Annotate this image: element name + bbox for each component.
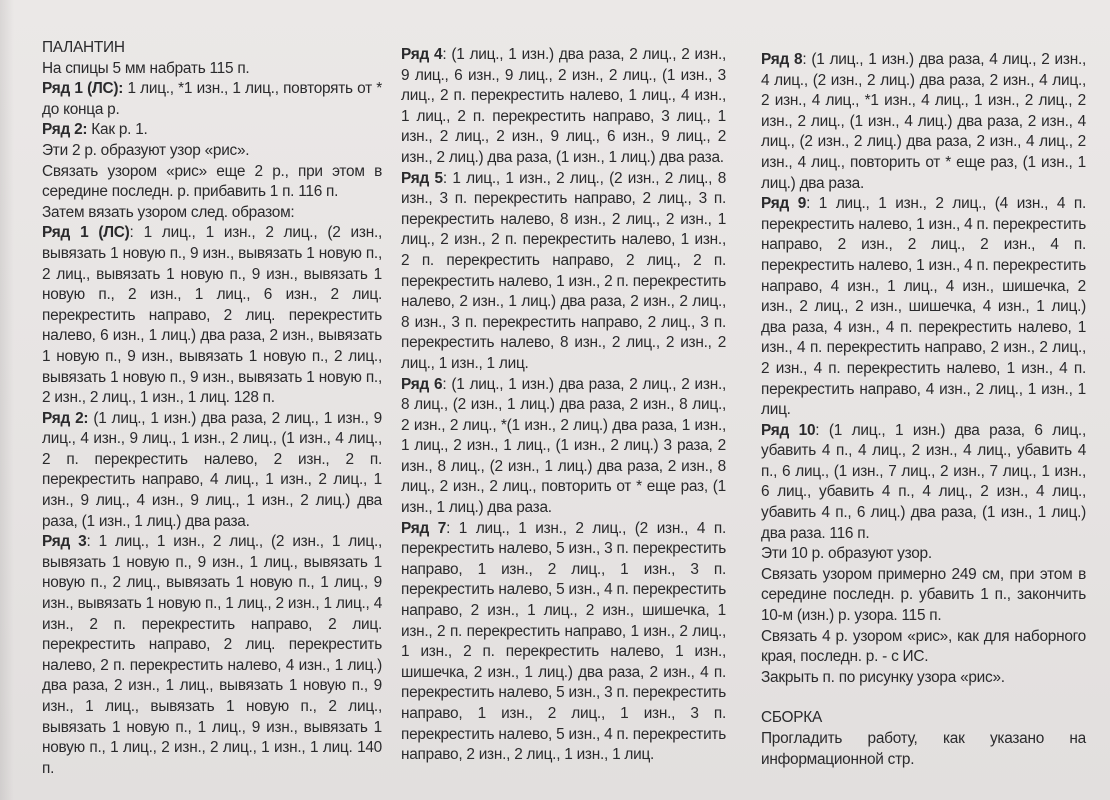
row-label: Ряд 2:	[42, 121, 88, 139]
rice-pattern-note: Эти 2 р. образуют узор «рис».	[42, 141, 250, 159]
cast-on-text: На спицы 5 мм набрать 115 п.	[42, 59, 250, 77]
row-text: : (1 лиц., 1 изн.) два раза, 2 лиц., 2 изн., 8 лиц., (2 изн., 1 лиц.) два раза, 2 изн., 8 лиц., 2 изн., 2 лиц., *(1 изн., 2 лиц.) два раза, 1 изн., 1 лиц., 2 изн., 1 лиц., (1 изн., 2 лиц.) 3 раза, 2 изн., 8 лиц., (2 изн., 1 лиц.) два раза, 2 изн., 8 лиц., 2 изн., 2 лиц., повторить от * еще раз, (1 изн., 1 лиц.) два раза.	[401, 375, 726, 517]
pattern-row-9	[761, 194, 1086, 421]
column-2	[401, 45, 726, 766]
then-text: Затем вязать узором след. образом:	[42, 203, 295, 221]
rice-row-1	[42, 79, 382, 120]
section-gap	[761, 688, 1086, 708]
row-text: : (1 лиц., 1 изн.) два раза, 2 лиц., 2 изн., 9 лиц., 6 изн., 9 лиц., 2 изн., 2 лиц., (1 изн., 3 лиц., 2 п. перекрестить налево, 1 лиц., 4 изн., 1 лиц., 2 п. перекрестить направо, 3 лиц., 1 изн., 2 лиц., 2 изн., 9 лиц., 6 изн., 9 лиц., 2 изн., 2 лиц.) два раза, (1 изн., 1 лиц.) два раза.	[401, 46, 726, 166]
row-label: Ряд 3	[42, 533, 87, 551]
pattern-row-8	[761, 50, 1086, 194]
pattern-row-10	[761, 421, 1086, 545]
row-label: Ряд 7	[401, 519, 447, 537]
row-text: Как р. 1.	[87, 121, 148, 139]
rice-continue-text: Связать узором «рис» еще 2 р., при этом в середине последн. р. прибавить 1 п. 116 п.	[42, 162, 382, 201]
pattern-row-2	[42, 409, 382, 533]
bind-off-instruction: Закрыть п. по рисунку узора «рис».	[761, 668, 1005, 686]
row-label: Ряд 2:	[42, 409, 89, 427]
pattern-row-7	[401, 519, 726, 766]
pattern-title: ПАЛАНТИН	[42, 39, 125, 56]
pattern-row-6	[401, 375, 726, 519]
pattern-row-1	[42, 223, 382, 408]
pattern-row-3	[42, 532, 382, 779]
row-label: Ряд 5	[401, 169, 443, 187]
assembly-title: СБОРКА	[761, 709, 823, 727]
page-fold-shadow	[0, 0, 14, 800]
row-text: : 1 лиц., 1 изн., 2 лиц., (2 изн., 2 лиц., 8 изн., 3 п. перекрестить направо, 2 лиц., 3 п. перекрестить налево, 8 изн., 2 лиц., 2 изн., 1 лиц., 2 изн., 2 п. перекрестить налево, 1 изн., 2 п. перекрестить направо, 2 лиц., 2 п. перекрестить налево, 1 изн., 2 п. перекрестить налево, 2 изн., 1 лиц.) два раза, 2 изн., 2 лиц., 8 изн., 3 п. перекрестить направо, 2 лиц., 3 п. перекрестить налево, 8 изн., 2 лиц., 2 изн., 2 лиц., 1 изн., 1 лиц.	[401, 169, 726, 372]
row-text: (1 лиц., 1 изн.) два раза, 2 лиц., 1 изн., 9 лиц., 4 изн., 9 лиц., 1 изн., 2 лиц., (1 изн., 4 лиц., 2 п. перекрестить налево, 2 изн., 2 п. перекрестить направо, 4 лиц., 1 изн., 2 лиц., 1 изн., 9 лиц., 4 изн., 9 лиц., 1 изн., 2 лиц.) два раза, (1 изн., 1 лиц.) два раза.	[42, 409, 382, 530]
row-label: Ряд 1 (ЛС):	[42, 80, 124, 98]
row-label: Ряд 4	[401, 46, 443, 63]
edge-instruction: Связать 4 р. узором «рис», как для наборного края, последн. р. - с ИС.	[761, 627, 1086, 666]
pattern-done-note: Эти 10 р. образуют узор.	[761, 545, 932, 563]
row-label: Ряд 10	[761, 421, 816, 439]
row-label: Ряд 1 (ЛС)	[42, 224, 130, 242]
column-3	[761, 50, 1086, 770]
row-text: : (1 лиц., 1 изн.) два раза, 6 лиц., убавить 4 п., 4 лиц., 2 изн., 4 лиц., убавить 4 п., 6 лиц., (1 изн., 7 лиц., 2 изн., 7 лиц., 1 изн., 6 лиц., убавить 4 п., 4 лиц., 2 изн., 4 лиц., убавить 4 п., 6 лиц.) два раза, (1 изн., 1 лиц.) два раза. 116 п.	[761, 421, 1086, 542]
row-label: Ряд 9	[761, 195, 807, 213]
row-text: : 1 лиц., 1 изн., 2 лиц., (4 изн., 4 п. перекрестить налево, 1 изн., 4 п. перекрестить направо, 2 изн., 2 лиц., 2 изн., 4 п. перекрестить налево, 1 изн., 4 п. перекрестить направо, 4 изн., 1 лиц., 4 изн., шишечка, 2 изн., 2 лиц., 2 изн., шишечка, 4 изн., 1 лиц.) два раза, 4 изн., 4 п. перекрестить налево, 1 изн., 4 п. перекрестить направо, 2 изн., 2 лиц., 2 изн., 4 п. перекрестить налево, 1 изн., 4 п. перекрестить направо, 4 изн., 2 лиц., 1 изн., 1 лиц.	[761, 195, 1086, 419]
rice-row-2	[42, 120, 382, 141]
row-text: : 1 лиц., 1 изн., 2 лиц., (2 изн., 4 п. перекрестить налево, 5 изн., 3 п. перекрестить направо, 1 изн., 2 лиц., 1 изн., 3 п. перекрестить налево, 5 изн., 4 п. перекрестить направо, 2 изн., 1 лиц., 2 изн., шишечка, 1 изн., 2 п. перекрестить направо, 1 изн., 2 лиц., 1 изн., 2 п. перекрестить налево, 1 изн., шишечка, 2 изн., 1 лиц.) два раза, 2 изн., 4 п. перекрестить налево, 5 изн., 3 п. перекрестить направо, 1 изн., 2 лиц., 1 изн., 3 п. перекрестить налево, 5 изн., 4 п. перекрестить направо, 2 изн., 2 лиц., 1 изн., 1 лиц.	[401, 519, 726, 764]
assembly-text: Прогладить работу, как указано на информационной стр.	[761, 730, 1086, 768]
column-1	[42, 38, 382, 779]
row-text: : 1 лиц., 1 изн., 2 лиц., (2 изн., вывязать 1 новую п., 9 изн., вывязать 1 новую п., 2 лиц., вывязать 1 новую п., 9 изн., вывязать 1 новую п., 2 изн., 1 лиц., 6 изн., 2 лиц. перекрестить направо, 2 лиц. перекрестить налево, 6 изн., 1 лиц.) два раза, 2 изн., вывязать 1 новую п., 9 изн., вывязать 1 новую п., 2 лиц., вывязать 1 новую п., 9 изн., вывязать 1 новую п., 2 изн., 2 лиц., 1 изн., 1 лиц. 128 п.	[42, 224, 382, 407]
row-text: : (1 лиц., 1 изн.) два раза, 4 лиц., 2 изн., 4 лиц., (2 изн., 2 лиц.) два раза, 2 изн., 4 лиц., 2 изн., 4 лиц., *1 изн., 4 лиц., 1 изн., 2 лиц., 2 изн., 2 лиц., (1 изн., 4 лиц.) два раза, 2 изн., 4 лиц., (2 изн., 2 лиц.) два раза, 2 изн., 4 лиц., 2 изн., 4 лиц., повторить от * еще раз, (1 изн., 1 лиц.) два раза.	[761, 51, 1086, 192]
row-label: Ряд 6	[401, 375, 443, 393]
row-text: 1 лиц., *1 изн., 1 лиц., повторять от * до конца р.	[42, 80, 383, 118]
length-instruction: Связать узором примерно 249 см, при этом в середине последн. р. убавить 1 п., закончить 10-м (изн.) р. узора. 115 п.	[761, 565, 1086, 625]
row-label: Ряд 8	[761, 51, 803, 68]
row-text: : 1 лиц., 1 изн., 2 лиц., (2 изн., 1 лиц., вывязать 1 новую п., 9 изн., 1 лиц., вывязать 1 новую п., 2 лиц., вывязать 1 новую п., 1 лиц., 9 изн., вывязать 1 новую п., 1 лиц., 2 изн., 1 лиц., 4 изн., 2 п. перекрестить направо, 2 лиц. перекрестить направо, 2 лиц. перекрестить налево, 2 п. перекрестить налево, 4 изн., 1 лиц.) два раза, 2 изн., 1 лиц., вывязать 1 новую п., 9 изн., 1 лиц., вывязать 1 новую п., 2 лиц., вывязать 1 новую п., 1 лиц., 9 изн., вывязать 1 новую п., 1 лиц., 2 изн., 2 лиц., 1 изн., 1 лиц. 140 п.	[42, 533, 382, 777]
pattern-row-4	[401, 45, 726, 169]
pattern-row-5	[401, 169, 726, 375]
